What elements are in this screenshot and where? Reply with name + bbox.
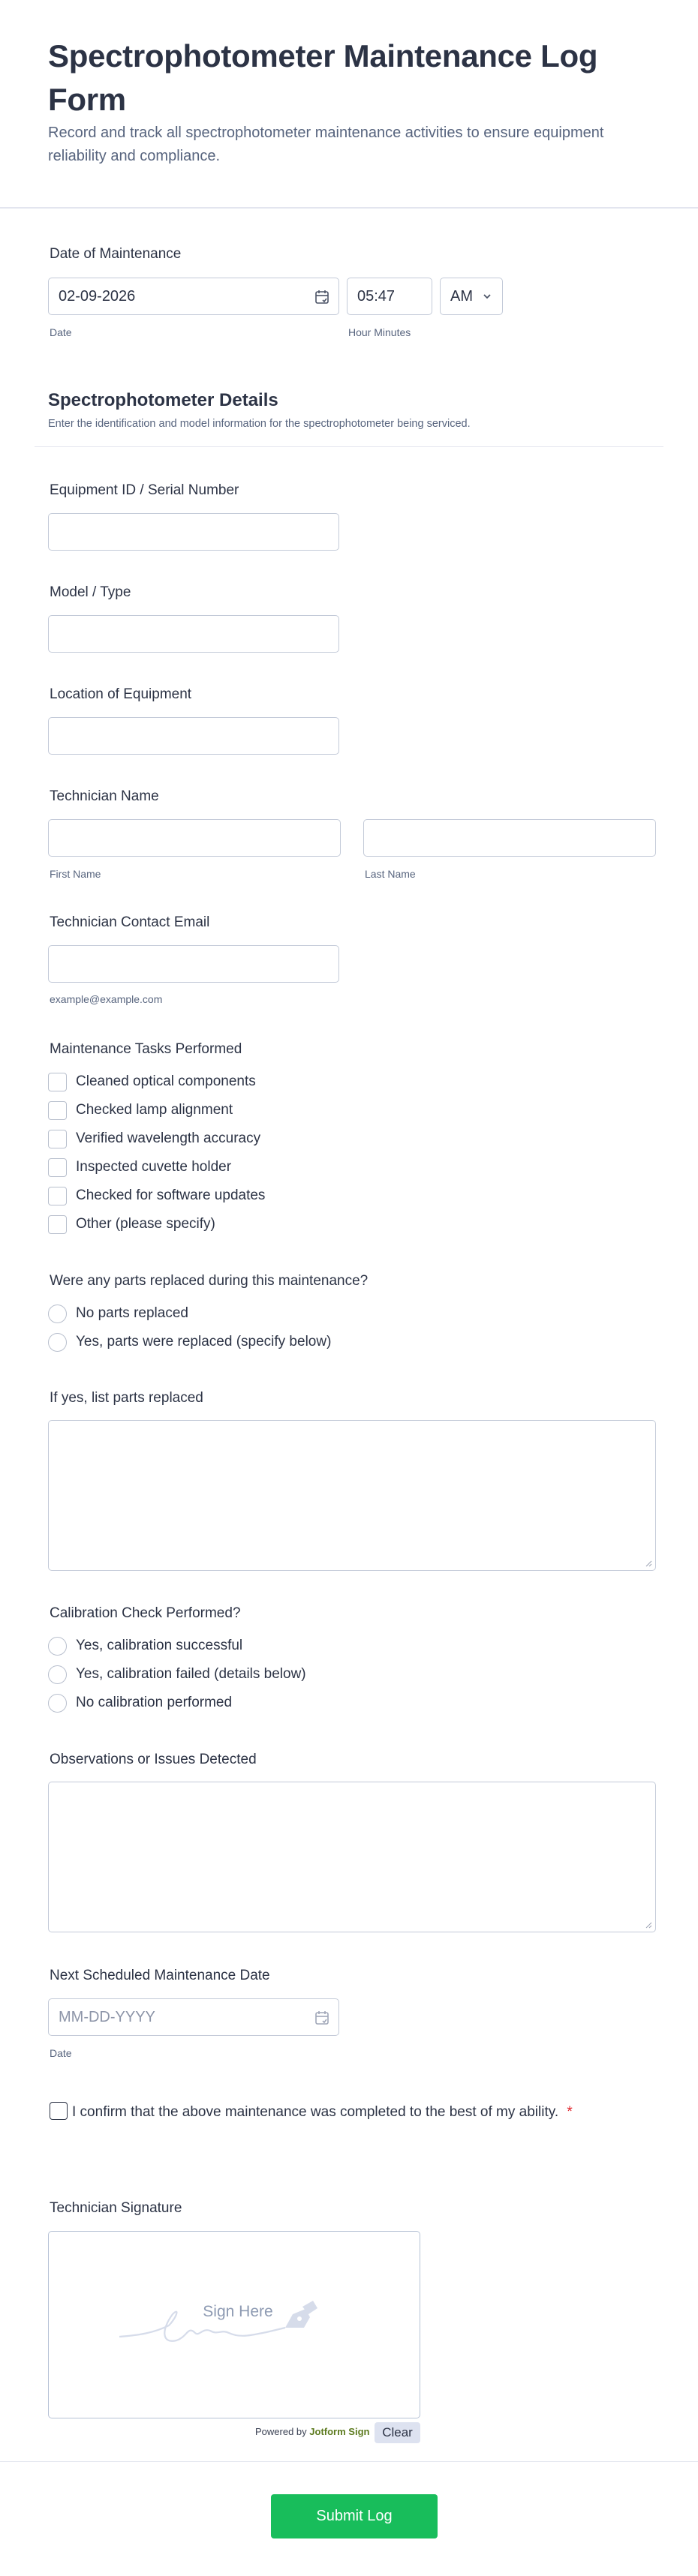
model-type-label: Model / Type <box>50 584 131 600</box>
option-label: No calibration performed <box>76 1695 233 1710</box>
radio-button[interactable] <box>48 1637 67 1656</box>
maintenance-date-value: 02-09-2026 <box>59 287 136 305</box>
form-title: Spectrophotometer Maintenance Log Form <box>48 38 598 117</box>
checkbox[interactable] <box>48 1158 67 1177</box>
ampm-value: AM <box>450 287 473 305</box>
option-label: Checked for software updates <box>76 1187 266 1203</box>
parts-list-textarea[interactable] <box>48 1420 656 1571</box>
option-label: Yes, parts were replaced (specify below) <box>76 1334 332 1350</box>
option-label: No parts replaced <box>76 1305 188 1321</box>
task-option[interactable] <box>48 1210 265 1238</box>
next-date-placeholder: MM-DD-YYYY <box>59 2008 155 2025</box>
technician-name-label: Technician Name <box>50 788 159 804</box>
radio-button[interactable] <box>48 1305 67 1323</box>
checkbox[interactable] <box>48 1215 67 1234</box>
last-name-input[interactable] <box>363 819 656 857</box>
section-divider <box>35 446 663 447</box>
next-date-label: Next Scheduled Maintenance Date <box>50 1968 270 1983</box>
radio-button[interactable] <box>48 1694 67 1713</box>
powered-by-text <box>255 2426 369 2437</box>
resize-handle-icon[interactable] <box>645 1921 652 1929</box>
equipment-id-label: Equipment ID / Serial Number <box>50 482 239 498</box>
checkbox[interactable] <box>48 1130 67 1148</box>
tasks-label: Maintenance Tasks Performed <box>50 1041 242 1057</box>
task-option[interactable] <box>48 1096 265 1124</box>
time-input[interactable] <box>347 278 432 315</box>
calibration-option[interactable] <box>48 1689 306 1717</box>
location-input[interactable] <box>48 717 339 755</box>
last-name-sublabel: Last Name <box>365 868 416 880</box>
calendar-icon[interactable] <box>314 2010 329 2026</box>
time-sublabel: Hour Minutes <box>348 326 411 338</box>
model-type-input[interactable] <box>48 615 339 653</box>
section-description: Enter the identification and model information for the spectrophotometer being serviced. <box>48 418 471 430</box>
parts-list-label: If yes, list parts replaced <box>50 1390 203 1406</box>
option-label: Inspected cuvette holder <box>76 1159 232 1175</box>
option-label: Yes, calibration successful <box>76 1638 243 1653</box>
calibration-options <box>48 1632 306 1717</box>
parts-replaced-options <box>48 1299 331 1356</box>
footer-divider <box>0 2461 698 2462</box>
calendar-icon[interactable] <box>314 289 329 305</box>
task-option[interactable] <box>48 1153 265 1181</box>
calibration-label: Calibration Check Performed? <box>50 1605 241 1621</box>
equipment-id-input[interactable] <box>48 513 339 551</box>
time-value: 05:47 <box>357 287 396 305</box>
signature-label: Technician Signature <box>50 2200 182 2216</box>
option-label: Cleaned optical components <box>76 1073 256 1089</box>
date-sublabel: Date <box>50 326 72 338</box>
first-name-input[interactable] <box>48 819 341 857</box>
option-label: Other (please specify) <box>76 1216 215 1232</box>
calibration-option[interactable] <box>48 1632 306 1660</box>
next-date-sublabel: Date <box>50 2047 72 2059</box>
powered-prefix: Powered by <box>255 2426 307 2437</box>
checkbox[interactable] <box>48 1101 67 1120</box>
option-label: Yes, calibration failed (details below) <box>76 1666 306 1682</box>
signature-pen-icon <box>116 2299 334 2352</box>
radio-button[interactable] <box>48 1665 67 1684</box>
parts-option[interactable] <box>48 1299 331 1328</box>
submit-button[interactable]: Submit Log <box>271 2494 438 2538</box>
calibration-option[interactable] <box>48 1660 306 1689</box>
option-label: Checked lamp alignment <box>76 1102 233 1118</box>
resize-handle-icon[interactable] <box>645 1560 652 1567</box>
section-title: Spectrophotometer Details <box>48 390 278 410</box>
checkbox[interactable] <box>48 1073 67 1091</box>
observations-textarea[interactable] <box>48 1782 656 1932</box>
clear-signature-button[interactable]: Clear <box>375 2422 420 2443</box>
task-option[interactable] <box>48 1067 265 1096</box>
tasks-options <box>48 1067 265 1238</box>
header-divider <box>0 207 698 209</box>
location-label: Location of Equipment <box>50 686 192 702</box>
confirm-label: I confirm that the above maintenance was completed to the best of my ability. <box>72 2104 559 2120</box>
task-option[interactable] <box>48 1124 265 1153</box>
ampm-select[interactable] <box>440 278 503 315</box>
maintenance-date-input[interactable] <box>48 278 339 315</box>
form-description: Record and track all spectrophotometer maintenance activities to ensure equipment reliability and compliance. <box>48 125 604 164</box>
checkbox[interactable] <box>48 1187 67 1205</box>
next-date-input[interactable] <box>48 1998 339 2036</box>
confirm-field <box>48 2102 603 2122</box>
jotform-sign-link[interactable]: Jotform Sign <box>309 2426 370 2437</box>
email-label: Technician Contact Email <box>50 914 210 930</box>
required-asterisk: * <box>567 2104 573 2120</box>
date-of-maintenance-label: Date of Maintenance <box>50 246 182 262</box>
option-label: Verified wavelength accuracy <box>76 1130 261 1146</box>
confirm-checkbox[interactable] <box>50 2102 68 2120</box>
email-input[interactable] <box>48 945 339 983</box>
sign-here-placeholder: Sign Here <box>203 2303 273 2320</box>
chevron-down-icon <box>483 293 492 299</box>
parts-replaced-label: Were any parts replaced during this maintenance? <box>50 1273 369 1289</box>
signature-pad[interactable] <box>48 2231 420 2418</box>
observations-label: Observations or Issues Detected <box>50 1752 257 1767</box>
first-name-sublabel: First Name <box>50 868 101 880</box>
parts-option[interactable] <box>48 1328 331 1356</box>
email-sublabel: example@example.com <box>50 993 163 1005</box>
radio-button[interactable] <box>48 1333 67 1352</box>
task-option[interactable] <box>48 1181 265 1210</box>
